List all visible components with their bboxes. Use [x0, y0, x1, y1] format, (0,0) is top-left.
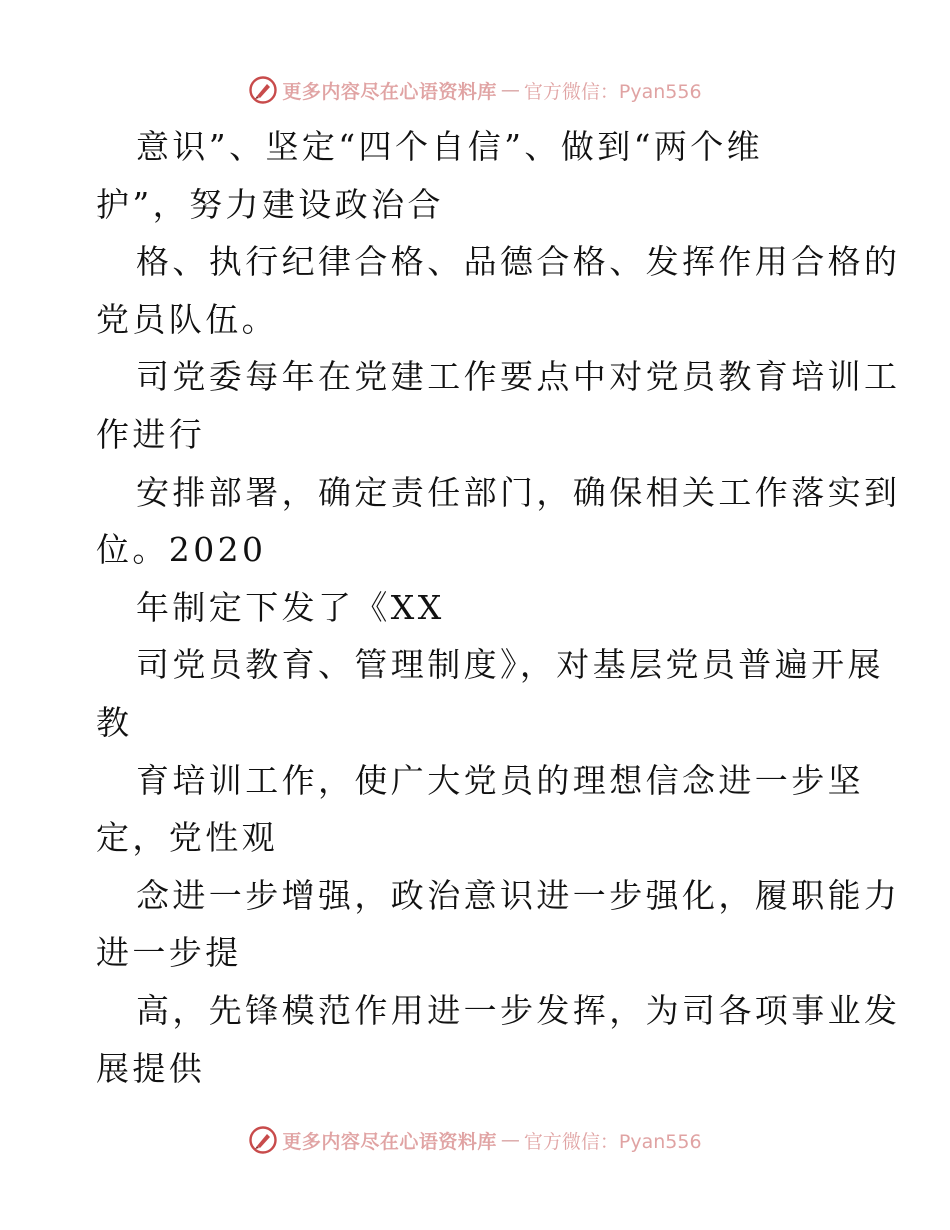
text-line: 念进一步增强，政治意识进一步强化，履职能力 — [136, 875, 901, 915]
text-line: 安排部署，确定责任部门，确保相关工作落实到 — [136, 472, 901, 512]
header-watermark — [0, 72, 950, 108]
text-line: 进一步提 — [96, 933, 242, 973]
text-line: 育培训工作，使广大党员的理想信念进一步坚 — [136, 760, 864, 800]
text-line: 司党员教育、管理制度》，对基层党员普遍开展 — [136, 645, 884, 685]
text-line: 作进行 — [96, 414, 206, 454]
watermark-separator: — — [500, 79, 520, 101]
text-line: 定，党性观 — [96, 818, 278, 858]
watermark-text: 更多内容尽在心语资料库 — [282, 80, 497, 103]
watermark-separator: — — [500, 1129, 520, 1151]
pen-logo-icon — [248, 75, 278, 105]
text-line: 格、执行纪律合格、品德合格、发挥作用合格的 — [136, 242, 901, 282]
text-line: 年制定下发了《XX — [136, 587, 445, 627]
footer-watermark — [0, 1122, 950, 1158]
watermark-contact: 官方微信：Pyan556 — [523, 80, 702, 103]
text-line: 教 — [96, 702, 133, 742]
text-line: 位。2020 — [96, 530, 267, 570]
text-line: 党员队伍。 — [96, 299, 278, 339]
text-line: 意识”、坚定“四个自信”、做到“两个维 — [136, 127, 764, 166]
watermark-text: 更多内容尽在心语资料库 — [282, 1130, 497, 1153]
watermark-contact: 官方微信：Pyan556 — [523, 1130, 702, 1153]
document-body — [96, 118, 901, 1097]
text-line: 展提供 — [96, 1048, 206, 1088]
pen-logo-icon — [248, 1125, 278, 1155]
text-line: 护”，努力建设政治合 — [96, 184, 444, 224]
text-line: 司党委每年在党建工作要点中对党员教育培训工 — [136, 357, 901, 397]
text-line: 高，先锋模范作用进一步发挥，为司各项事业发 — [136, 990, 901, 1030]
